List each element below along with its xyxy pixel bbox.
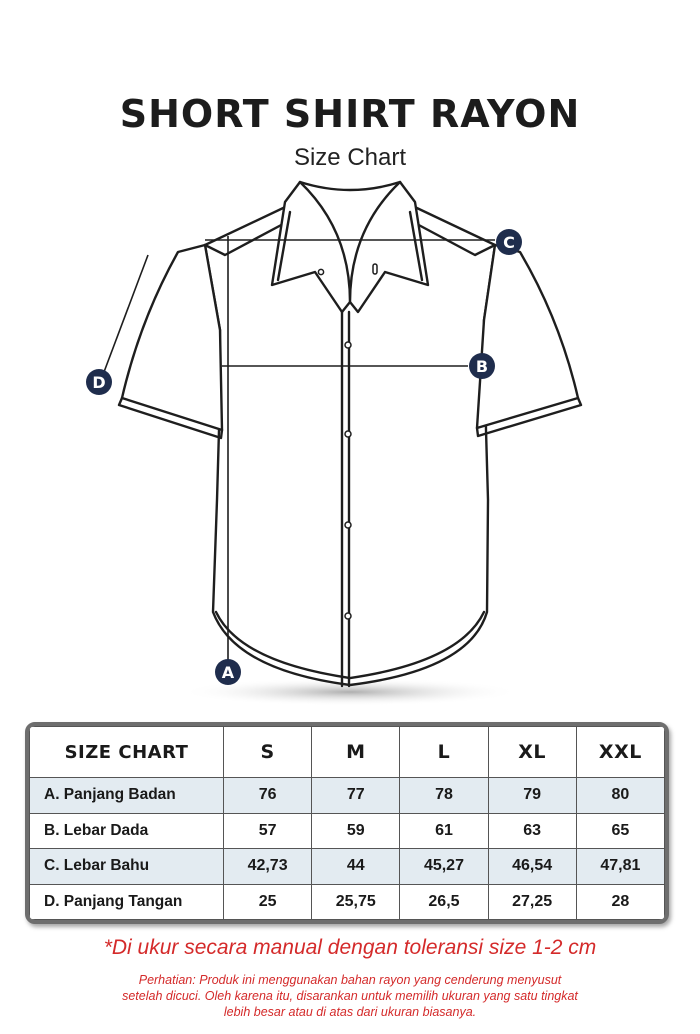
table-cell: 25,75 — [312, 884, 400, 920]
warning-note — [60, 972, 640, 1020]
svg-text:D: D — [92, 373, 106, 392]
table-cell: 45,27 — [400, 849, 488, 885]
left-sleeve — [122, 245, 222, 430]
header-size-l: L — [400, 727, 488, 778]
collar-buttonhole — [373, 264, 377, 274]
size-chart-table — [25, 722, 669, 924]
warning-line: lebih besar atau di atas dari ukuran biasanya. — [223, 1005, 477, 1019]
row-label: D. Panjang Tangan — [30, 884, 224, 920]
row-label: B. Lebar Dada — [30, 813, 224, 849]
table-row — [30, 849, 665, 885]
collar-button — [318, 269, 323, 274]
table-cell: 27,25 — [488, 884, 576, 920]
table-row — [30, 813, 665, 849]
table-header-row — [30, 727, 665, 778]
table-cell: 78 — [400, 778, 488, 814]
marker-d — [86, 369, 112, 395]
warning-line: setelah dicuci. Oleh karena itu, disarankan untuk memilih ukuran yang satu tingkat — [122, 989, 578, 1003]
shirt-illustration — [0, 170, 700, 710]
table-cell: 77 — [312, 778, 400, 814]
shirt-button — [345, 613, 351, 619]
table-cell: 47,81 — [576, 849, 664, 885]
header-size-xxl: XXL — [576, 727, 664, 778]
table-cell: 44 — [312, 849, 400, 885]
page-title: SHORT SHIRT RAYON — [119, 92, 581, 136]
table-cell: 42,73 — [224, 849, 312, 885]
table-cell: 59 — [312, 813, 400, 849]
shirt-button — [345, 522, 351, 528]
svg-text:B: B — [475, 357, 489, 376]
table-cell: 63 — [488, 813, 576, 849]
table-cell: 79 — [488, 778, 576, 814]
row-label: A. Panjang Badan — [30, 778, 224, 814]
header-size-s: S — [224, 727, 312, 778]
table-cell: 76 — [224, 778, 312, 814]
warning-line: Perhatian: Produk ini menggunakan bahan rayon yang cenderung menyusut — [138, 973, 562, 987]
shirt-button — [345, 342, 351, 348]
marker-c — [496, 229, 522, 255]
svg-text:A: A — [221, 663, 235, 682]
table-cell: 80 — [576, 778, 664, 814]
tolerance-note: *Di ukur secara manual dengan toleransi size 1-2 cm — [103, 936, 597, 959]
svg-text:C: C — [503, 233, 515, 252]
header-size-chart: SIZE CHART — [30, 727, 224, 778]
table-cell: 65 — [576, 813, 664, 849]
row-label: C. Lebar Bahu — [30, 849, 224, 885]
header-size-m: M — [312, 727, 400, 778]
table-row — [30, 778, 665, 814]
right-sleeve — [477, 245, 578, 428]
table-cell: 57 — [224, 813, 312, 849]
table-cell: 61 — [400, 813, 488, 849]
marker-b — [469, 353, 495, 379]
header-size-xl: XL — [488, 727, 576, 778]
page-subtitle: Size Chart — [293, 144, 407, 171]
table-row — [30, 884, 665, 920]
table-cell: 26,5 — [400, 884, 488, 920]
table-cell: 46,54 — [488, 849, 576, 885]
table-cell: 25 — [224, 884, 312, 920]
marker-a — [215, 659, 241, 685]
table-cell: 28 — [576, 884, 664, 920]
shirt-button — [345, 431, 351, 437]
